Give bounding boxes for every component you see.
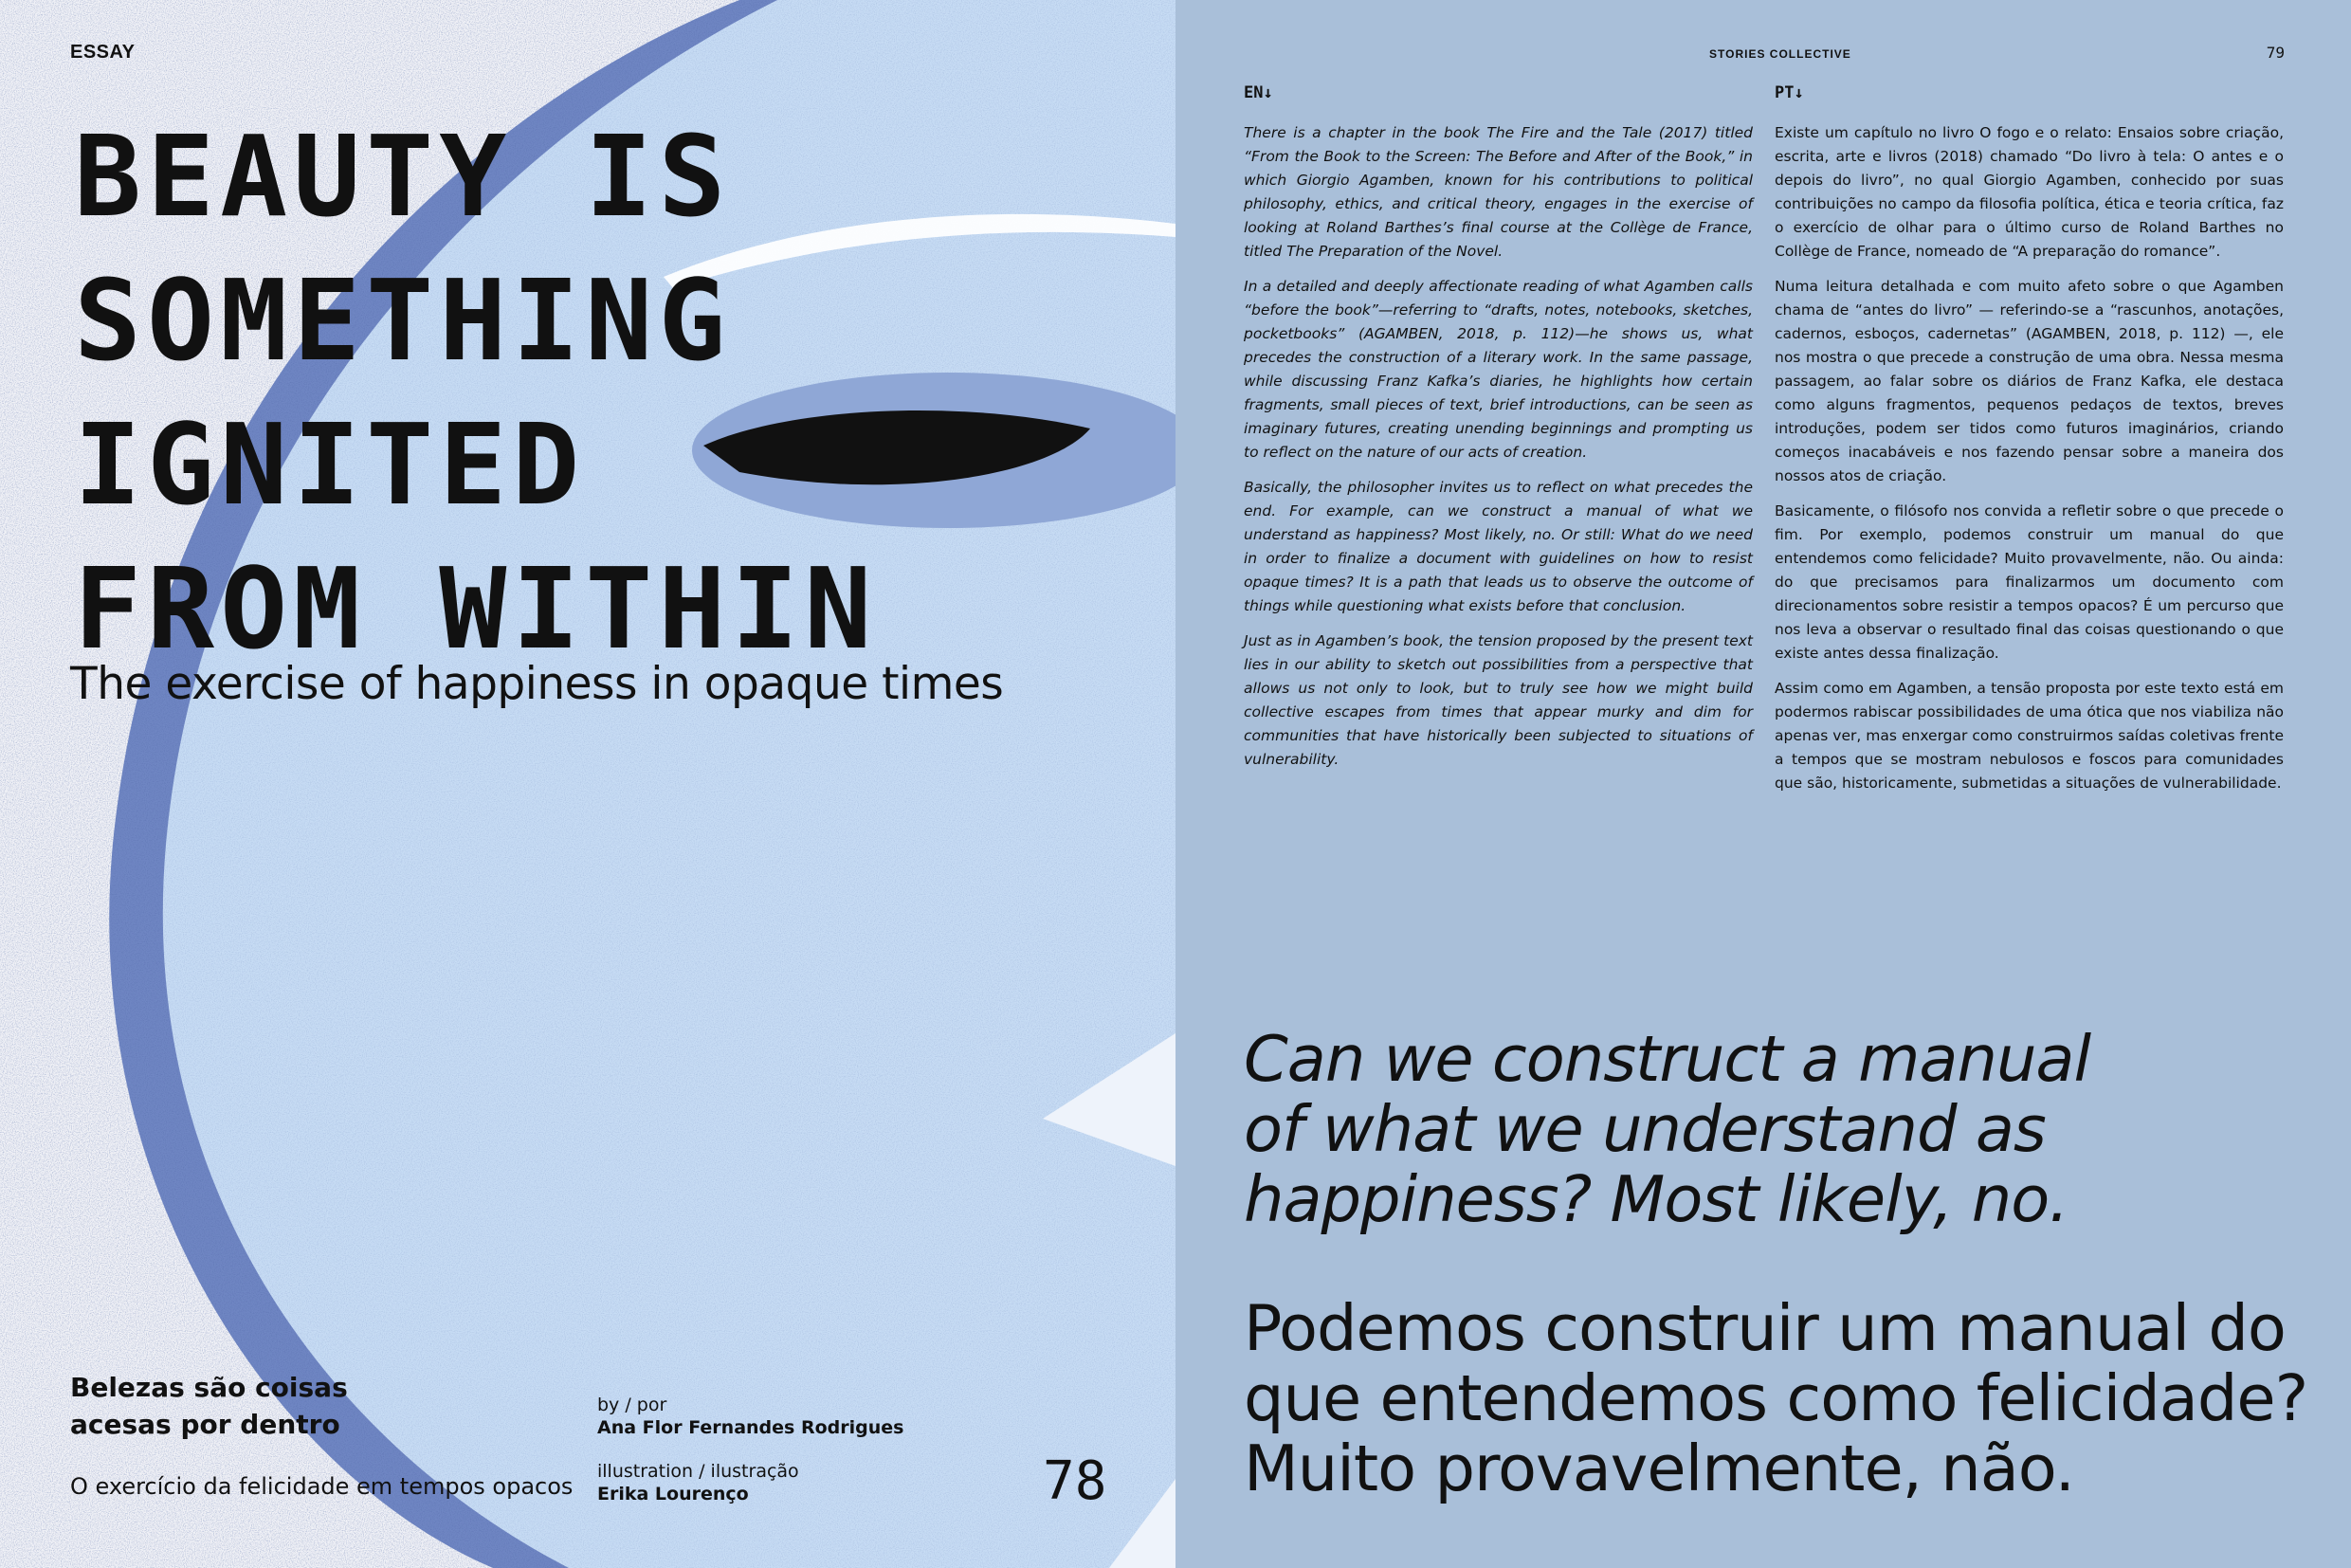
en-paragraph: In a detailed and deeply affectionate reading of what Agamben calls “before the book”—referring to “drafts, notes, notebooks, sketches, pocketbooks” (AGAMBEN, 2018, p. 112)—he shows us, what precedes the construction of a literary work. In the same passage, while discussing Franz Kafka’s diaries, he highlights how certain fragments, small pieces of text, brief introductions, can be seen as imaginary futures, creating unending beginnings and prompting us to reflect on the nature of our acts of creation. [1244, 278, 1753, 461]
pull-quote-en-line: happiness? Most likely, no. [1244, 1162, 2069, 1236]
author-name: Ana Flor Fernandes Rodrigues [597, 1417, 904, 1438]
page-number-right: 79 [2266, 44, 2285, 62]
portuguese-label: PT↓ [1775, 83, 1804, 102]
pt-paragraph: Existe um capítulo no livro O fogo e o relato: Ensaios sobre criação, escrita, arte e livros (2018) chamado “Do livro à tela: O antes e o depois do livro”, no qual Giorgio Agamben, conhecido por suas contribuições no campo da filosofia política, ética e teoria crítica, faz o exercício de olhar para o último curso de Roland Barthes no Collège de France, nomeado de “A preparação do romance”. [1775, 124, 2284, 260]
pt-title-line-2: acesas por dentro [70, 1409, 340, 1440]
pt-paragraph: Numa leitura detalhada e com muito afeto sobre o que Agamben chama de “antes do livro” — referindo-se a “rascunhos, anotações, cadernos, esboços, cadernetas” (AGAMBEN, 2018, p. 112) —, ele nos mostra o que precede a construção de uma obra. Nessa mesma passagem, ao falar sobre os diários de Franz Kafka, ele destaca como alguns fragmentos, pequenos pedaços de textos, breves introduções, podem ser tidos como futuros imaginários, criando começos inacabáveis e nos fazendo pensar sobre a maneira dos nossos atos de criação. [1775, 278, 2284, 484]
portuguese-title [70, 1369, 348, 1443]
en-paragraph: There is a chapter in the book The Fire and the Tale (2017) titled “From the Book to the Screen: The Before and After of the Book,” in which Giorgio Agamben, known for his contributions to political philosophy, ethics, and critical theory, engages in the exercise of looking at Roland Barthes’s final course at the Collège de France, titled The Preparation of the Novel. [1244, 124, 1753, 260]
pull-quote-en-line: of what we understand as [1244, 1092, 2046, 1166]
portuguese-column [1775, 121, 2284, 807]
pull-quote-english [1244, 1024, 2287, 1234]
page-number-left: 78 [1043, 1450, 1107, 1512]
headline-line-2: SOMETHING [74, 255, 732, 386]
english-column [1244, 121, 1753, 783]
english-label: EN↓ [1244, 83, 1273, 102]
section-label: ESSAY [70, 42, 136, 63]
pull-quote-portuguese [1244, 1291, 2308, 1505]
headline-line-1: BEAUTY IS [74, 111, 732, 242]
headline-line-3: IGNITED [74, 399, 586, 530]
headline [74, 104, 1117, 681]
pull-quote-pt-line: Muito provavelmente, não. [1244, 1431, 2074, 1505]
pull-quote-pt-line: que entendemos como felicidade? [1244, 1361, 2308, 1435]
subtitle: The exercise of happiness in opaque times [70, 658, 1004, 710]
pull-quote-pt-line: Podemos construir um manual do [1244, 1291, 2286, 1365]
en-paragraph: Basically, the philosopher invites us to reflect on what precedes the end. For example, can we construct a manual of what we understand as happiness? Most likely, no. Or still: What do we need in order to finalize a document with guidelines on how to resist opaque times? It is a path that leads us to observe the outcome of things while questioning what exists before that conclusion. [1244, 479, 1753, 614]
credits [597, 1394, 903, 1505]
right-page [1176, 0, 2351, 1568]
pt-paragraph: Assim como em Agamben, a tensão proposta por este texto está em podermos rabiscar possibilidades de uma ótica que nos viabiliza não apenas ver, mas enxergar como construirmos saídas coletivas frente a tempos que se mostram nebulosos e foscos para comunidades que são, historicamente, submetidas a situações de vulnerabilidade. [1775, 680, 2284, 792]
pull-quote-en-line: Can we construct a manual [1244, 1022, 2091, 1096]
running-head: STORIES COLLECTIVE [1709, 47, 1851, 61]
pt-title-line-1: Belezas são coisas [70, 1372, 348, 1403]
headline-line-4: FROM WITHIN [74, 543, 878, 674]
en-paragraph: Just as in Agamben’s book, the tension proposed by the present text lies in our ability to sketch out possibilities from a perspective that allows us not only to look, but to truly see how we might build collective escapes from times that appear murky and dim for communities that have historically been subjected to situations of vulnerability. [1244, 632, 1753, 768]
illustrator-role: illustration / ilustração [597, 1461, 799, 1482]
pt-paragraph: Basicamente, o filósofo nos convida a refletir sobre o que precede o fim. Por exemplo, podemos construir um manual do que entendemos como felicidade? Muito provavelmente, não. Ou ainda: do que precisamos para finalizarmos um documento com direcionamentos sobre resistir a tempos opacos? É um percurso que nos leva a observar o resultado final das coisas questionando o que existe antes dessa finalização. [1775, 502, 2284, 662]
author-role: by / por [597, 1395, 667, 1415]
portuguese-subtitle: O exercício da felicidade em tempos opacos [70, 1473, 574, 1500]
illustrator-name: Erika Lourenço [597, 1484, 749, 1504]
